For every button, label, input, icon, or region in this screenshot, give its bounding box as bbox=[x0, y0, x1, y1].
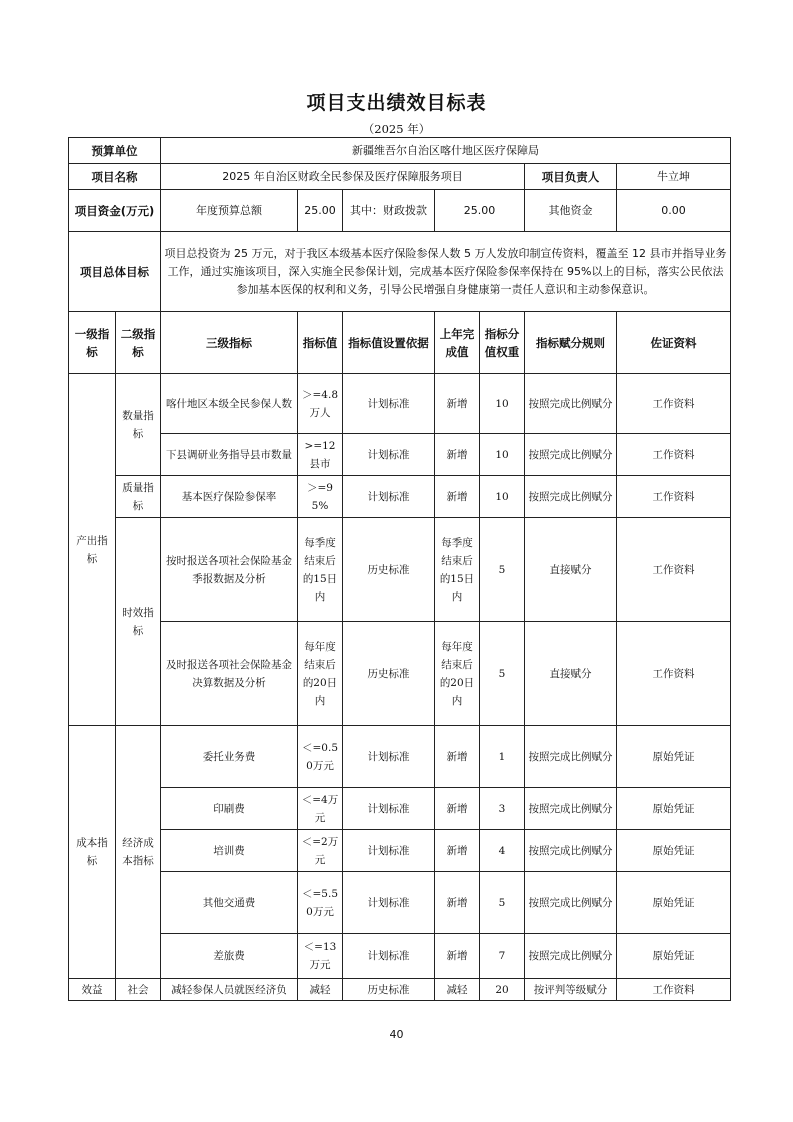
cell-value: ＞=95% bbox=[298, 476, 343, 518]
cell-weight: 10 bbox=[480, 374, 525, 434]
header-basis: 指标值设置依据 bbox=[343, 312, 435, 374]
fiscal-label: 其中：财政拨款 bbox=[343, 190, 435, 232]
table-row bbox=[69, 622, 731, 726]
leader-label: 项目负责人 bbox=[525, 164, 617, 190]
other-funds-value: 0.00 bbox=[617, 190, 731, 232]
budget-unit-label: 预算单位 bbox=[69, 138, 161, 164]
fund-row bbox=[69, 190, 731, 232]
header-rule: 指标赋分规则 bbox=[525, 312, 617, 374]
cell-value: 每年度结束后的20日内 bbox=[298, 622, 343, 726]
cell-evidence: 原始凭证 bbox=[617, 788, 731, 830]
table-row bbox=[69, 788, 731, 830]
cell-weight: 20 bbox=[480, 979, 525, 1001]
goal-text: 项目总投资为 25 万元，对于我区本级基本医疗保险参保人数 5 万人发放印制宣传资料，覆盖至 12 县市并指导业务工作，通过实施该项目，深入实施全民参保计划，完成基本医疗保险参保率保持在 95%以上的目标，落实公民依法参加基本医保的权利和义务，引导公民增强自身健康第一责任人意识和主动参保意识。 bbox=[161, 232, 731, 312]
cell-weight: 7 bbox=[480, 934, 525, 979]
header-evidence: 佐证资料 bbox=[617, 312, 731, 374]
header-prev: 上年完成值 bbox=[435, 312, 480, 374]
cell-rule: 按照完成比例赋分 bbox=[525, 476, 617, 518]
cell-value: ＜=4万元 bbox=[298, 788, 343, 830]
header-level2: 二级指标 bbox=[116, 312, 161, 374]
cell-evidence: 原始凭证 bbox=[617, 872, 731, 934]
cell-value: ＜=5.50万元 bbox=[298, 872, 343, 934]
cell-rule: 按照完成比例赋分 bbox=[525, 934, 617, 979]
cell-rule: 按照完成比例赋分 bbox=[525, 788, 617, 830]
cell-l3: 差旅费 bbox=[161, 934, 298, 979]
cell-rule: 按评判等级赋分 bbox=[525, 979, 617, 1001]
table-row bbox=[69, 979, 731, 1001]
table-row bbox=[69, 934, 731, 979]
leader-value: 牛立坤 bbox=[617, 164, 731, 190]
project-name-value: 2025 年自治区财政全民参保及医疗保障服务项目 bbox=[161, 164, 525, 190]
cell-basis: 计划标准 bbox=[343, 934, 435, 979]
cell-l3: 及时报送各项社会保险基金决算数据及分析 bbox=[161, 622, 298, 726]
cell-weight: 10 bbox=[480, 434, 525, 476]
header-weight: 指标分值权重 bbox=[480, 312, 525, 374]
cell-prev: 每季度结束后的15日内 bbox=[435, 518, 480, 622]
cell-prev: 每年度结束后的20日内 bbox=[435, 622, 480, 726]
cell-prev: 新增 bbox=[435, 872, 480, 934]
cell-evidence: 工作资料 bbox=[617, 434, 731, 476]
cell-l3: 按时报送各项社会保险基金季报数据及分析 bbox=[161, 518, 298, 622]
cell-rule: 直接赋分 bbox=[525, 622, 617, 726]
budget-unit-row bbox=[69, 138, 731, 164]
cell-basis: 历史标准 bbox=[343, 622, 435, 726]
table-row bbox=[69, 374, 731, 434]
table-row bbox=[69, 434, 731, 476]
cell-basis: 计划标准 bbox=[343, 374, 435, 434]
l2-quantity: 数量指标 bbox=[116, 374, 161, 476]
cell-weight: 1 bbox=[480, 726, 525, 788]
cell-value: >=12县市 bbox=[298, 434, 343, 476]
cell-l3: 喀什地区本级全民参保人数 bbox=[161, 374, 298, 434]
cell-prev: 新增 bbox=[435, 726, 480, 788]
cell-basis: 计划标准 bbox=[343, 830, 435, 872]
cell-l3: 委托业务费 bbox=[161, 726, 298, 788]
table-row bbox=[69, 830, 731, 872]
annual-budget-label: 年度预算总额 bbox=[161, 190, 298, 232]
cell-rule: 按照完成比例赋分 bbox=[525, 726, 617, 788]
fiscal-value: 25.00 bbox=[435, 190, 525, 232]
header-level1: 一级指标 bbox=[69, 312, 116, 374]
cell-l3: 印刷费 bbox=[161, 788, 298, 830]
cell-l3: 其他交通费 bbox=[161, 872, 298, 934]
header-value: 指标值 bbox=[298, 312, 343, 374]
table-row bbox=[69, 518, 731, 622]
cell-prev: 新增 bbox=[435, 476, 480, 518]
cell-evidence: 原始凭证 bbox=[617, 830, 731, 872]
table-row bbox=[69, 476, 731, 518]
header-row bbox=[69, 312, 731, 374]
cell-evidence: 原始凭证 bbox=[617, 934, 731, 979]
cell-weight: 5 bbox=[480, 872, 525, 934]
cell-prev: 新增 bbox=[435, 830, 480, 872]
cell-rule: 按照完成比例赋分 bbox=[525, 434, 617, 476]
cell-evidence: 工作资料 bbox=[617, 476, 731, 518]
cell-basis: 计划标准 bbox=[343, 434, 435, 476]
cell-value: 每季度结束后的15日内 bbox=[298, 518, 343, 622]
cell-rule: 直接赋分 bbox=[525, 518, 617, 622]
cell-evidence: 工作资料 bbox=[617, 622, 731, 726]
cell-basis: 历史标准 bbox=[343, 979, 435, 1001]
cell-l3: 下县调研业务指导县市数量 bbox=[161, 434, 298, 476]
cell-weight: 5 bbox=[480, 622, 525, 726]
cell-prev: 新增 bbox=[435, 374, 480, 434]
cell-value: 减轻 bbox=[298, 979, 343, 1001]
cell-weight: 3 bbox=[480, 788, 525, 830]
goal-row bbox=[69, 232, 731, 312]
header-level3: 三级指标 bbox=[161, 312, 298, 374]
table-row bbox=[69, 872, 731, 934]
l2-timeliness: 时效指标 bbox=[116, 518, 161, 726]
cell-value: ＞=4.8万人 bbox=[298, 374, 343, 434]
cell-evidence: 工作资料 bbox=[617, 518, 731, 622]
annual-budget-value: 25.00 bbox=[298, 190, 343, 232]
cell-value: ＜=13万元 bbox=[298, 934, 343, 979]
cell-prev: 减轻 bbox=[435, 979, 480, 1001]
l2-social: 社会 bbox=[116, 979, 161, 1001]
l2-quality: 质量指标 bbox=[116, 476, 161, 518]
cell-weight: 10 bbox=[480, 476, 525, 518]
project-name-row bbox=[69, 164, 731, 190]
l1-output: 产出指标 bbox=[69, 374, 116, 726]
cell-prev: 新增 bbox=[435, 434, 480, 476]
budget-unit-value: 新疆维吾尔自治区喀什地区医疗保障局 bbox=[161, 138, 731, 164]
l1-benefit: 效益 bbox=[69, 979, 116, 1001]
cell-basis: 计划标准 bbox=[343, 872, 435, 934]
table-row bbox=[69, 726, 731, 788]
cell-basis: 历史标准 bbox=[343, 518, 435, 622]
page-number: 40 bbox=[389, 1028, 404, 1041]
cell-evidence: 工作资料 bbox=[617, 979, 731, 1001]
cell-basis: 计划标准 bbox=[343, 788, 435, 830]
cell-evidence: 原始凭证 bbox=[617, 726, 731, 788]
cell-l3: 基本医疗保险参保率 bbox=[161, 476, 298, 518]
cell-rule: 按照完成比例赋分 bbox=[525, 830, 617, 872]
cell-weight: 4 bbox=[480, 830, 525, 872]
cell-prev: 新增 bbox=[435, 788, 480, 830]
project-name-label: 项目名称 bbox=[69, 164, 161, 190]
fund-label: 项目资金(万元) bbox=[69, 190, 161, 232]
l1-cost: 成本指标 bbox=[69, 726, 116, 979]
page-title: 项目支出绩效目标表 bbox=[306, 92, 487, 114]
cell-basis: 计划标准 bbox=[343, 476, 435, 518]
cell-weight: 5 bbox=[480, 518, 525, 622]
l2-economic: 经济成本指标 bbox=[116, 726, 161, 979]
cell-l3: 减轻参保人员就医经济负 bbox=[161, 979, 298, 1001]
cell-basis: 计划标准 bbox=[343, 726, 435, 788]
cell-rule: 按照完成比例赋分 bbox=[525, 872, 617, 934]
cell-value: ＜=0.50万元 bbox=[298, 726, 343, 788]
other-funds-label: 其他资金 bbox=[525, 190, 617, 232]
cell-prev: 新增 bbox=[435, 934, 480, 979]
cell-value: ＜=2万元 bbox=[298, 830, 343, 872]
performance-table bbox=[68, 137, 731, 1001]
year-label: （2025 年） bbox=[362, 122, 431, 136]
cell-rule: 按照完成比例赋分 bbox=[525, 374, 617, 434]
cell-evidence: 工作资料 bbox=[617, 374, 731, 434]
goal-label: 项目总体目标 bbox=[69, 232, 161, 312]
cell-l3: 培训费 bbox=[161, 830, 298, 872]
